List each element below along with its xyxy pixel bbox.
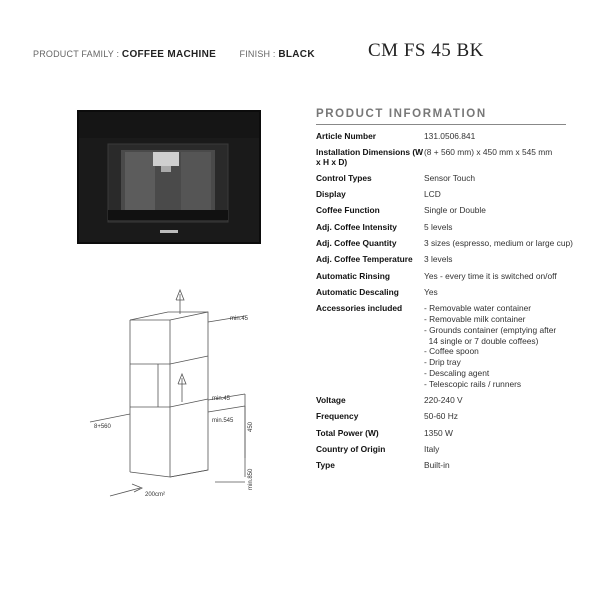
spec-row <box>316 222 586 233</box>
spec-value-line: 220-240 V <box>424 395 463 406</box>
dim-min545: min.545 <box>212 418 234 424</box>
model-title: CM FS 45 BK <box>368 40 484 61</box>
spec-value <box>424 222 452 233</box>
spec-table <box>316 131 586 477</box>
spec-label: Adj. Coffee Intensity <box>316 221 397 232</box>
section-title: PRODUCT INFORMATION <box>316 108 487 120</box>
dim-vent: 200cm² <box>145 492 166 498</box>
dim-450: 450 <box>248 421 254 432</box>
spec-value-line: 50-60 Hz <box>424 411 458 422</box>
spec-row <box>316 460 586 471</box>
dim-min45-top: min.45 <box>230 316 249 322</box>
spec-value <box>424 131 475 142</box>
spec-value-line: Sensor Touch <box>424 172 476 183</box>
spec-label: Control Types <box>316 172 372 183</box>
spec-value <box>424 287 438 298</box>
spec-value-line: - Removable milk container <box>424 313 526 324</box>
spec-row <box>316 254 586 265</box>
spec-row <box>316 395 586 406</box>
spec-label: Type <box>316 460 335 471</box>
spec-value-line: 14 single or 7 double coffees) <box>424 335 539 346</box>
spec-label: Coffee Function <box>316 205 380 216</box>
spec-value-line: 131.0506.841 <box>424 131 476 141</box>
dim-min850: min.850 <box>248 468 254 490</box>
spec-label: Frequency <box>316 411 359 422</box>
spec-row <box>316 428 586 439</box>
spec-row <box>316 411 586 422</box>
spec-row <box>316 444 586 455</box>
product-header <box>33 49 315 60</box>
spec-value-line: Built-in <box>424 460 450 471</box>
spec-value <box>424 444 439 455</box>
section-divider <box>316 124 566 125</box>
spec-value <box>424 173 475 184</box>
spec-value-line: - Telescopic rails / runners <box>424 378 522 389</box>
spec-value-line: LCD <box>424 189 441 200</box>
spec-label: Automatic Rinsing <box>316 270 390 281</box>
dim-width: 8+560 <box>94 424 111 430</box>
spec-label: Adj. Coffee Temperature <box>316 254 413 265</box>
spec-label: Adj. Coffee Quantity <box>316 237 397 248</box>
spec-row <box>316 287 586 298</box>
spec-value <box>424 395 463 406</box>
spec-label: Article Number <box>316 131 377 141</box>
spec-value-line: - Removable water container <box>424 303 532 314</box>
spec-value <box>424 238 573 249</box>
spec-row <box>316 173 586 184</box>
spec-row <box>316 147 586 167</box>
spec-value-line: Yes <box>424 286 438 297</box>
spec-value <box>424 254 452 265</box>
spec-value <box>424 271 557 282</box>
family-value: COFFEE MACHINE <box>121 49 217 60</box>
spec-value <box>424 147 552 167</box>
spec-row <box>316 205 586 216</box>
finish-value: BLACK <box>278 49 315 60</box>
spec-row <box>316 271 586 282</box>
spec-value-line: Yes - every time it is switched on/off <box>424 270 557 281</box>
spec-row <box>316 131 586 142</box>
spec-value-line: - Grounds container (emptying after <box>424 324 557 335</box>
spec-label: Accessories included <box>316 303 403 314</box>
spec-label: Country of Origin <box>316 443 386 454</box>
spec-value <box>424 460 450 471</box>
spec-row <box>316 238 586 249</box>
spec-value-line: Italy <box>424 443 440 454</box>
spec-value-line: 1350 W <box>424 427 453 438</box>
family-label: PRODUCT FAMILY : <box>33 49 120 59</box>
spec-row <box>316 303 586 389</box>
spec-label: Installation Dimensions (W x H x D) <box>316 147 424 168</box>
spec-value-line: - Coffee spoon <box>424 346 479 357</box>
brand-badge <box>160 230 178 233</box>
spec-value <box>424 205 486 216</box>
spec-value-line: 3 sizes (espresso, medium or large cup) <box>424 237 573 248</box>
spec-label: Display <box>316 189 346 200</box>
finish-label: FINISH : <box>239 49 276 59</box>
spec-value-line: Single or Double <box>424 205 486 216</box>
spec-value <box>424 189 441 200</box>
spec-value-line: (8 + 560 mm) x 450 mm x 545 mm <box>424 147 553 158</box>
spec-value-line: - Descaling agent <box>424 367 490 378</box>
spec-value-line: 5 levels <box>424 221 453 232</box>
dim-min45-mid: min.45 <box>212 396 231 402</box>
spec-value-line: - Drip tray <box>424 357 461 368</box>
spec-row <box>316 189 586 200</box>
spec-label: Voltage <box>316 395 346 406</box>
spec-value <box>424 428 453 439</box>
spec-value <box>424 303 556 389</box>
spec-label: Total Power (W) <box>316 427 379 438</box>
spec-value-line: 3 levels <box>424 254 453 265</box>
spec-label: Automatic Descaling <box>316 286 399 297</box>
spec-value <box>424 411 458 422</box>
product-photo <box>77 110 261 244</box>
installation-drawing <box>70 282 270 512</box>
